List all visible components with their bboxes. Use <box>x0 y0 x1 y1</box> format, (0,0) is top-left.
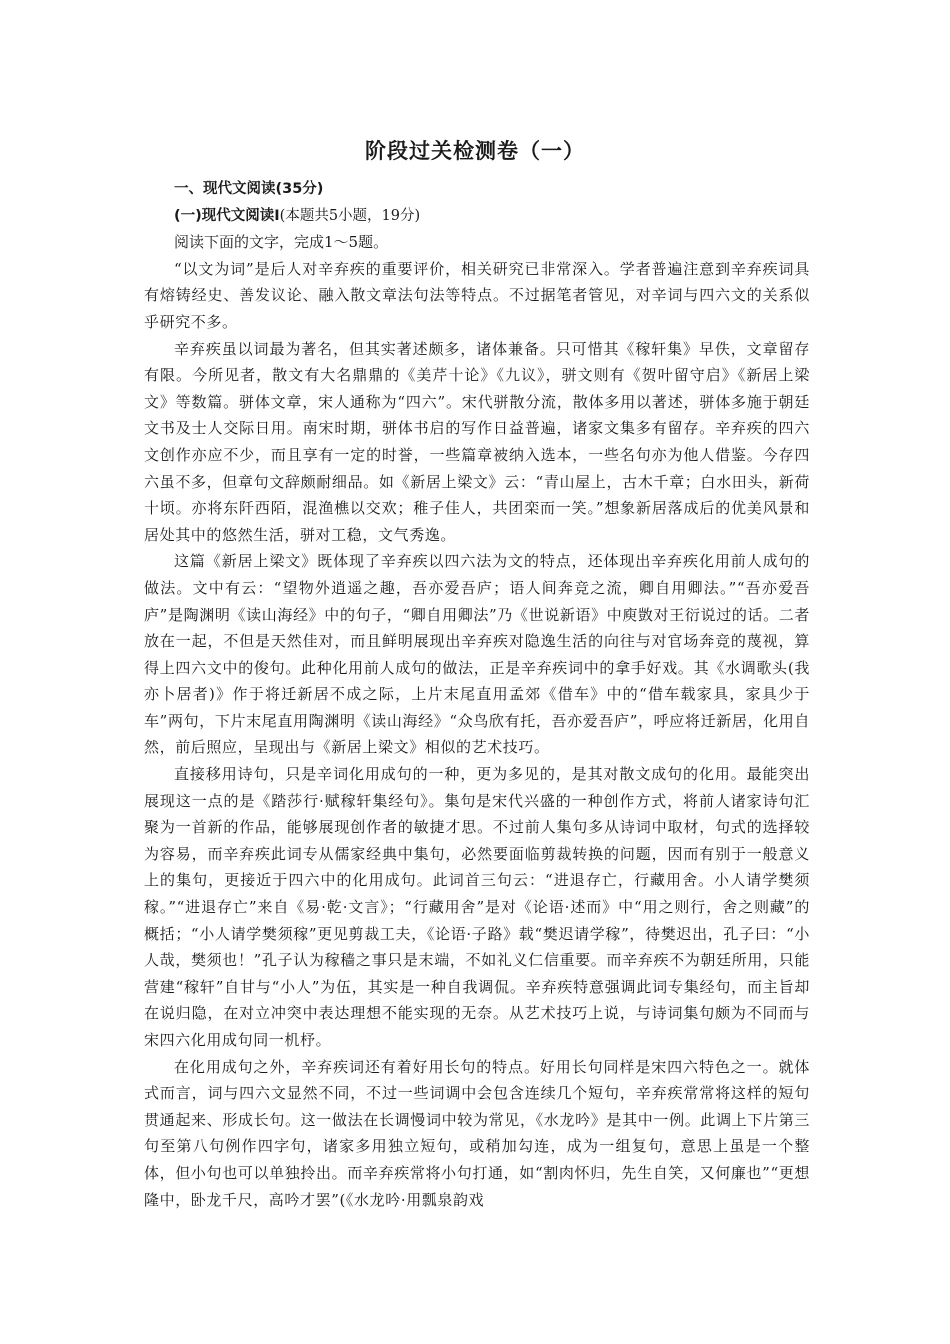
paragraph-5: 在化用成句之外，辛弃疾词还有着好用长句的特点。好用长句同样是宋四六特色之一。就体式而言，词与四六文显然不同，不过一些词调中会包含连续几个短句，辛弃疾常常将这样的短句贯通起来、形成长句。这一做法在长调慢词中较为常见，《水龙吟》是其中一例。此调上下片第三句至第八句例作四字句，诸家多用独立短句，或稍加勾连，成为一组复句，意思上虽是一个整体，但小句也可以单独拎出。而辛弃疾常将小句打通，如“割肉怀归，先生自笑，又何廉也”“更想隆中，卧龙千尺，高吟才罢”(《水龙吟·用瓢泉韵戏 <box>144 1057 810 1209</box>
paragraph-3: 这篇《新居上梁文》既体现了辛弃疾以四六法为文的特点，还体现出辛弃疾化用前人成句的做法。文中有云：“望物外逍遥之趣，吾亦爱吾庐；语人间奔竞之流，卿自用卿法。”“吾亦爱吾庐”是陶渊明《读山海经》中的句子，“卿自用卿法”乃《世说新语》中庾敳对王衍说过的话。二者放在一起，不但是天然佳对，而且鲜明展现出辛弃疾对隐逸生活的向往与对官场奔竞的蔑视，算得上四六文中的俊句。此种化用前人成句的做法，正是辛弃疾词中的拿手好戏。其《水调歌头(我亦卜居者)》作于将迁新居不成之际，上片末尾直用孟郊《借车》中的“借车载家具，家具少于车”两句，下片末尾直用陶渊明《读山海经》“众鸟欣有托，吾亦爱吾庐”，呼应将迁新居，化用自然，前后照应，呈现出与《新居上梁文》相似的艺术技巧。 <box>144 552 810 757</box>
paragraph-2: 辛弃疾虽以词最为著名，但其实著述颇多，诸体兼备。只可惜其《稼轩集》早佚，文章留存有限。今所见者，散文有大名鼎鼎的《美芹十论》《九议》，骈文则有《贺叶留守启》《新居上梁文》等数篇。骈体文章，宋人通称为“四六”。宋代骈散分流，散体多用以著述，骈体多施于朝廷文书及士人交际日用。南宋时期，骈体书启的写作日益普遍，诸家文集多有留存。辛弃疾的四六文创作亦应不少，而且享有一定的时誉，一些篇章被纳入选本，一些名句亦为他人借鉴。今存四六虽不多，但章句文辞颇耐细品。如《新居上梁文》云：“青山屋上，古木千章；白水田头，新荷十顷。亦将东阡西陌，混渔樵以交欢；稚子佳人，共团栾而一笑。”想象新居落成后的优美风景和居处其中的悠然生活，骈对工稳，文气秀逸。 <box>144 339 810 544</box>
subsection-title: (一)现代文阅读Ⅰ <box>174 207 280 224</box>
subsection-note: (本题共5小题，19分) <box>279 207 421 224</box>
section-heading: 一、现代文阅读(35分) <box>174 181 324 197</box>
subsection-heading <box>144 203 810 230</box>
document-body <box>144 176 810 1213</box>
paragraph-1: “以文为词”是后人对辛弃疾的重要评价，相关研究已非常深入。学者普遍注意到辛弃疾词具有熔铸经史、善发议论、融入散文章法句法等特点。不过据笔者管见，对辛词与四六文的关系似乎研究不多。 <box>144 259 810 331</box>
paragraph-4: 直接移用诗句，只是辛词化用成句的一种，更为多见的，是其对散文成句的化用。最能突出展现这一点的是《踏莎行·赋稼轩集经句》。集句是宋代兴盛的一种创作方式，将前人诸家诗句汇聚为一首新的作品，能够展现创作者的敏捷才思。不过前人集句多从诗词中取材，句式的选择较为容易，而辛弃疾此词专从儒家经典中集句，必然要面临剪裁转换的问题，因而有别于一般意义上的集句，更接近于四六中的化用成句。此词首三句云：“进退存亡，行藏用舍。小人请学樊须稼。”“进退存亡”来自《易·乾·文言》；“行藏用舍”是对《论语·述而》中“用之则行，舍之则藏”的概括；“小人请学樊须稼”更见剪裁工夫，《论语·子路》载“樊迟请学稼”，待樊迟出，孔子曰：“小人哉，樊须也！”孔子认为稼穑之事只是末端，不如礼义仁信重要。而辛弃疾不为朝廷所用，只能营建“稼轩”自甘与“小人”为伍，其实是一种自我调侃。辛弃疾特意强调此词专集经句，而主旨却在说归隐，在对立冲突中表达理想不能实现的无奈。从艺术技巧上说，与诗词集句颇为不同而与宋四六化用成句同一机杼。 <box>144 765 810 1049</box>
reading-instruction: 阅读下面的文字，完成1～5题。 <box>174 233 389 252</box>
document-title: 阶段过关检测卷（一） <box>365 139 585 163</box>
